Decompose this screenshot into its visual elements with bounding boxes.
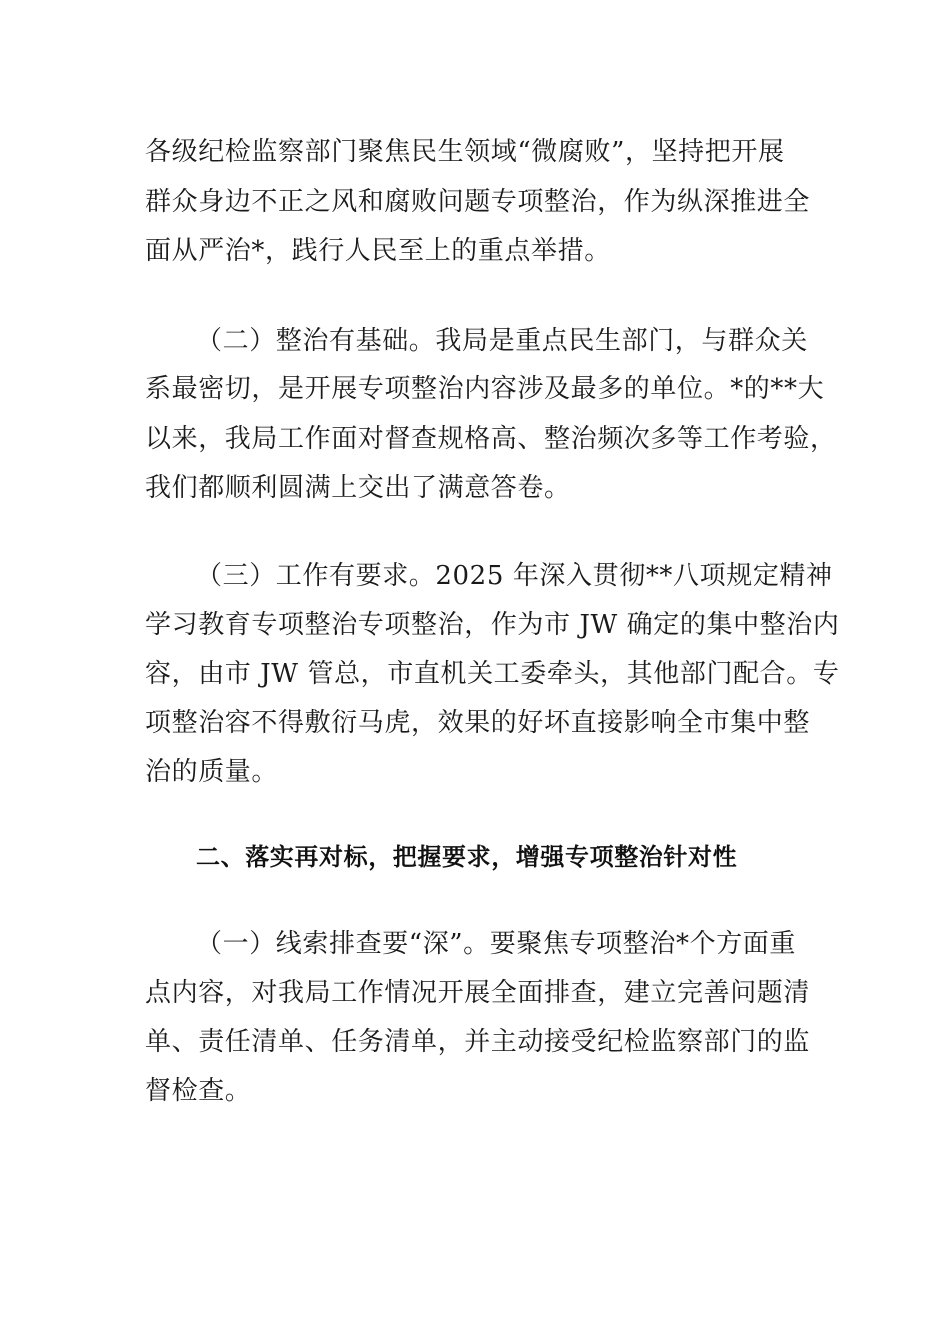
paragraph-3-line-5: 治的质量。 xyxy=(145,757,279,787)
paragraph-3-line-4: 项整治容不得敷衍马虎，效果的好坏直接影响全市集中整 xyxy=(145,708,811,738)
paragraph-1-line-2: 群众身边不正之风和腐败问题专项整治，作为纵深推进全 xyxy=(145,187,811,217)
paragraph-3-line-1: （三）工作有要求。2025 年深入贯彻**八项规定精神 xyxy=(196,561,833,591)
paragraph-1-line-1: 各级纪检监察部门聚焦民生领域“微腐败”，坚持把开展 xyxy=(145,137,785,167)
paragraph-4-line-4: 督检查。 xyxy=(145,1076,252,1106)
paragraph-2-line-2: 系最密切，是开展专项整治内容涉及最多的单位。*的**大 xyxy=(145,374,825,404)
paragraph-2-line-4: 我们都顺利圆满上交出了满意答卷。 xyxy=(145,473,571,503)
paragraph-4-line-1: （一）线索排查要“深”。要聚焦专项整治*个方面重 xyxy=(196,929,796,959)
paragraph-2-line-1: （二）整治有基础。我局是重点民生部门，与群众关 xyxy=(196,326,808,356)
paragraph-3-line-3: 容，由市 JW 管总，市直机关工委牵头，其他部门配合。专 xyxy=(145,659,840,689)
paragraph-3-line-2: 学习教育专项整治专项整治，作为市 JW 确定的集中整治内 xyxy=(145,610,840,640)
paragraph-1-line-3: 面从严治*，践行人民至上的重点举措。 xyxy=(145,236,611,266)
section-heading: 二、落实再对标，把握要求，增强专项整治针对性 xyxy=(196,843,738,871)
paragraph-4-line-2: 点内容，对我局工作情况开展全面排查，建立完善问题清 xyxy=(145,978,811,1008)
paragraph-4-line-3: 单、责任清单、任务清单，并主动接受纪检监察部门的监 xyxy=(145,1027,811,1057)
paragraph-2-line-3: 以来，我局工作面对督查规格高、整治频次多等工作考验， xyxy=(145,424,837,454)
